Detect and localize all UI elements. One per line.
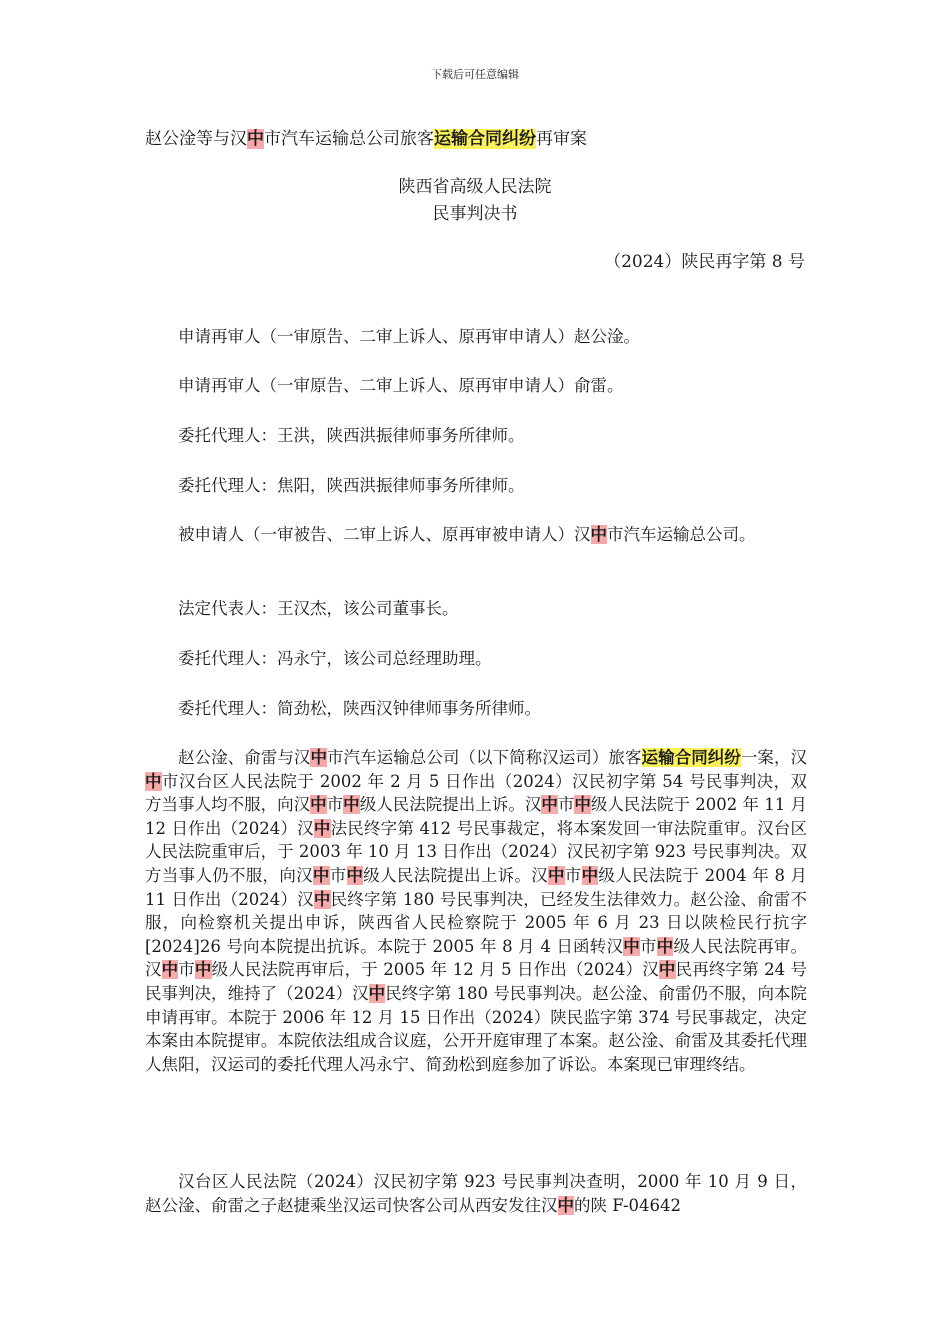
search-highlight-term: 中 [658,960,676,980]
search-highlight-term: 中 [343,795,360,815]
search-highlight-term: 中 [368,983,386,1003]
search-highlight-term: 中 [541,795,558,815]
search-highlight-term: 中 [310,748,327,767]
paragraph-applicant-1: 申请再审人（一审原告、二审上诉人、原再审申请人）赵公淦。 [178,327,640,346]
search-highlight-term: 中 [656,936,674,956]
search-highlight-term: 中 [161,960,179,980]
search-highlight-term: 中 [310,795,327,815]
document-title: 赵公淦等与汉中市汽车运输总公司旅客运输合同纠纷再审案 [145,129,587,149]
search-highlight-term: 中 [574,795,591,815]
search-highlight-term: 中 [548,865,565,885]
search-highlight-term: 中 [145,771,162,791]
search-highlight-phrase: 运输合同纠纷 [434,129,536,149]
paragraph-facts: 汉台区人民法院（2024）汉民初字第 923 号民事判决查明，2000 年 10 月 9 日，赵公淦、俞雷之子赵捷乘坐汉运司快客公司从西安发往汉中的陕 F-04642 [145,1172,807,1215]
search-highlight-term: 中 [313,818,331,838]
paragraph-applicant-2: 申请再审人（一审原告、二审上诉人、原再审申请人）俞雷。 [178,376,624,395]
search-highlight-term: 中 [623,936,640,956]
paragraph-case-history: 赵公淦、俞雷与汉中市汽车运输总公司（以下简称汉运司）旅客运输合同纠纷一案，汉中市汉台区人民法院于 2002 年 2 月 5 日作出（2024）汉民初字第 54 号民事判决，双方当事人均不服，向汉中市中级人民法院提出上诉。汉中市中级人民法院于 2002 年 11 月 12 日作出（2024）汉中法民终字第 412 号民事裁定，将本案发回一审法院重审。汉台区人民法院重审后，于 2003 年 10 月 13 日作出（2024）汉民初字第 923 号民事判决。双方当事人仍不服，向汉中市中级人民法院提出上诉。汉中市中级人民法院于 2004 年 8 月 11 日作出（2024）汉中民终字第 180 号民事判决，已经发生法律效力。赵公淦、俞雷不服，向检察机关提出申诉，陕西省人民检察院于 2005 年 6 月 23 日以陕检民行抗字[2024]26 号向本院提出抗诉。本院于 2005 年 8 月 4 日函转汉中市中级人民法院再审。汉中市中级人民法院再审后，于 2005 年 12 月 5 日作出（2024）汉中民再终字第 24 号民事判决，维持了（2024）汉中民终字第 180 号民事判决。赵公淦、俞雷仍不服，向本院申请再审。本院于 2006 年 12 月 15 日作出（2024）陕民监字第 374 号民事裁定，决定本案由本院提审。本院依法组成合议庭，公开开庭审理了本案。赵公淦、俞雷及其委托代理人焦阳，汉运司的委托代理人冯永宁、简劲松到庭参加了诉讼。本案现已审理终结。 [145,748,808,1074]
search-highlight-term: 中 [590,525,607,544]
paragraph-agent-3: 委托代理人：冯永宁，该公司总经理助理。 [178,649,492,668]
court-name: 陕西省高级人民法院 [398,177,552,197]
case-number: （2024）陕民再字第 8 号 [604,252,805,272]
paragraph-legal-rep: 法定代表人：王汉杰，该公司董事长。 [178,599,459,618]
paragraph-agent-2: 委托代理人：焦阳，陕西洪振律师事务所律师。 [178,476,525,495]
search-highlight-term: 中 [346,865,364,885]
search-highlight-term: 中 [194,960,212,980]
paragraph-agent-4: 委托代理人：简劲松，陕西汉钟律师事务所律师。 [178,699,541,718]
document-type: 民事判决书 [432,204,518,224]
search-highlight-term: 中 [581,865,599,885]
paragraph-respondent: 被申请人（一审被告、二审上诉人、原再审被申请人）汉中市汽车运输总公司。 [178,525,756,544]
search-highlight-term: 中 [557,1195,574,1215]
search-highlight-phrase: 运输合同纠纷 [641,748,741,767]
download-note: 下载后可任意编辑 [431,68,519,81]
search-highlight-term: 中 [312,865,330,885]
search-highlight-term: 中 [313,889,331,909]
search-highlight-term: 中 [247,129,264,149]
paragraph-agent-1: 委托代理人：王洪，陕西洪振律师事务所律师。 [178,426,525,445]
